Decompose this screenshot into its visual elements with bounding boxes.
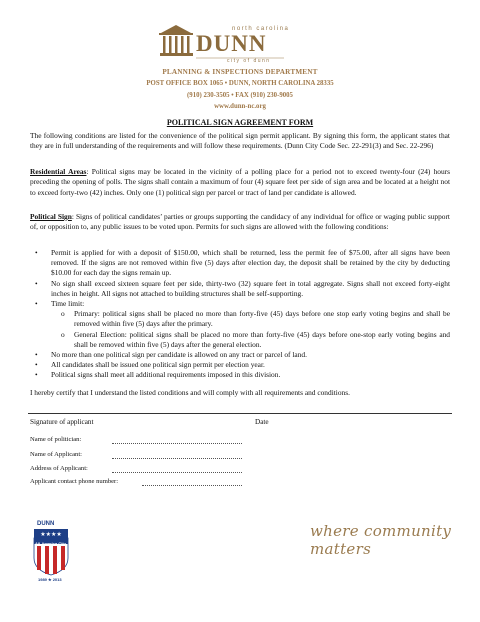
list-item: • No sign shall exceed sixteen square feet per side, thirty-two (32) square feet in total aggregate. Signs shall not exceed forty-eight inches in height. All signs not attached to building structures shall be self-supporting. bbox=[35, 278, 450, 298]
residential-paragraph bbox=[30, 167, 450, 198]
bullet-icon: • bbox=[35, 299, 38, 309]
certification-statement: I hereby certify that I understand the listed conditions and will comply with all requirements and conditions. bbox=[30, 388, 350, 397]
all-america-city-badge-icon bbox=[30, 520, 72, 576]
badge-years: 1989 ★ 2013 bbox=[38, 577, 62, 582]
sub-list-item: o Primary: political signs shall be placed no more than forty-five (45) days before one stop early voting begins and shall be removed within five (5) days after the primary. bbox=[61, 309, 450, 329]
field-label: Applicant contact phone number: bbox=[30, 478, 119, 485]
list-item: • Time limit: bbox=[35, 299, 85, 309]
list-item: • Political signs shall meet all additional requirements imposed in this division. bbox=[35, 370, 281, 380]
field-label: Name of politician: bbox=[30, 436, 82, 443]
signature-line[interactable] bbox=[28, 413, 452, 414]
list-item: • No more than one political sign per candidate is allowed on any tract or parcel of land. bbox=[35, 350, 307, 360]
date-label: Date bbox=[255, 418, 269, 426]
form-title: POLITICAL SIGN AGREEMENT FORM bbox=[166, 118, 314, 127]
bullet-icon: • bbox=[35, 278, 38, 288]
department-website[interactable]: www.dunn-nc.org bbox=[214, 103, 266, 110]
field-label: Name of Applicant: bbox=[30, 451, 83, 458]
department-address: POST OFFICE BOX 1065 • DUNN, NORTH CAROLINA 28335 bbox=[146, 80, 334, 87]
politician-name-input[interactable] bbox=[112, 443, 242, 444]
circle-bullet-icon: o bbox=[61, 309, 65, 319]
residential-label: Residential Areas bbox=[30, 167, 87, 176]
bullet-icon: • bbox=[35, 360, 38, 370]
department-name: PLANNING & INSPECTIONS DEPARTMENT bbox=[162, 68, 318, 76]
bullet-icon: • bbox=[35, 370, 38, 380]
intro-paragraph: The following conditions are listed for the convenience of the political sign permit applicant. By signing this form, the applicant states that they are in full understanding of the requirements and will follow these requirements. (Dunn City Code Sec. 22-291(3) and Sec. 22-296) bbox=[30, 131, 450, 151]
logo-city-text: city of dunn bbox=[227, 58, 271, 64]
sub-list-item: o General Election: political signs shall be placed no more than forty-five (45) days before one-stop early voting begins and shall be removed within five (5) days after the general election. bbox=[61, 329, 450, 349]
department-phone: (910) 230-3505 • FAX (910) 230-9005 bbox=[187, 92, 293, 99]
political-sign-label: Political Sign bbox=[30, 212, 72, 221]
applicant-address-input[interactable] bbox=[112, 472, 242, 473]
bullet-icon: • bbox=[35, 350, 38, 360]
list-item: • Permit is applied for with a deposit of $150.00, which shall be returned, less the permit fee of $75.00, after all signs have been removed. If the signs are not removed within five (5) days after election day, the deposit shall be retained by the city by deducting $10.00 for each day the signs remain up. bbox=[35, 248, 450, 278]
field-label: Address of Applicant: bbox=[30, 465, 88, 472]
residential-text: : Political signs may be located in the vicinity of a polling place for a period not to exceed twenty-four (24) hours preceding the opening of polls. The signs shall contain a maximum of four (4) square feet per side of sign area and be located at a height not to exceed forty-two (42) inches. Only one (1) political sign per parcel or tract of land per candidate is allowed. bbox=[30, 167, 451, 197]
logo-state-text: north carolina bbox=[232, 26, 290, 32]
logo-wordmark: DUNN bbox=[196, 31, 267, 56]
badge-city: DUNN bbox=[37, 521, 55, 527]
bullet-icon: • bbox=[35, 248, 38, 257]
applicant-phone-input[interactable] bbox=[142, 485, 242, 486]
applicant-name-input[interactable] bbox=[112, 458, 242, 459]
conditions-list bbox=[30, 248, 450, 381]
tagline: where community matters bbox=[310, 522, 452, 558]
political-sign-text: : Signs of political candidates’ parties or groups supporting the candidacy of any individual for office or waging public support of, or opposition to, any public issues to be voted upon. Permits for such signs are allowed with the following conditions: bbox=[30, 212, 450, 232]
svg-text:★★★★: ★★★★ bbox=[40, 531, 62, 538]
circle-bullet-icon: o bbox=[61, 329, 65, 339]
list-item: • All candidates shall be issued one political sign permit per election year. bbox=[35, 360, 265, 370]
signature-label: Signature of applicant bbox=[30, 418, 94, 426]
political-sign-paragraph bbox=[30, 212, 450, 233]
badge-award: All-America City bbox=[35, 541, 66, 546]
